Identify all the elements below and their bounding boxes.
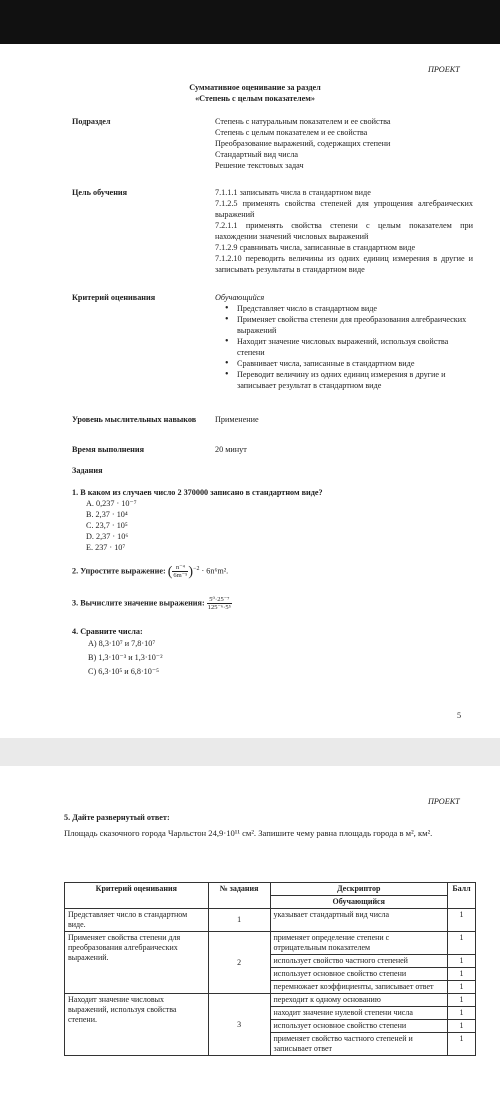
score-cell: 1 bbox=[447, 994, 475, 1007]
tasks-heading: Задания bbox=[72, 466, 103, 475]
goal-item: 7.1.2.9 сравнивать числа, записанные в стандартном виде bbox=[215, 243, 416, 252]
score-cell: 1 bbox=[447, 981, 475, 994]
question-1-options bbox=[72, 498, 472, 553]
subheader-student: Обучающийся bbox=[270, 896, 447, 909]
fraction-numerator: 5⁰·25⁻⁷ bbox=[207, 596, 232, 604]
question-3-text: 3. Вычислите значение выражения: bbox=[72, 598, 205, 608]
descriptor-cell: использует основное свойство степени bbox=[270, 1020, 447, 1033]
goal-list bbox=[215, 187, 473, 275]
page-gap bbox=[0, 738, 500, 766]
subsection-list bbox=[215, 116, 475, 171]
document-page-2 bbox=[0, 766, 500, 1111]
subsection-item: Преобразование выражений, содержащих степени bbox=[215, 139, 391, 148]
option-e: E. 237 · 10⁷ bbox=[86, 543, 126, 552]
fraction-denominator: 6m⁻⁵ bbox=[173, 572, 188, 580]
criteria-label: Критерий оценивания bbox=[72, 293, 156, 302]
question-1-text: 1. В каком из случаев число 2 370000 записано в стандартном виде? bbox=[72, 488, 323, 497]
score-cell: 1 bbox=[447, 1007, 475, 1020]
question-4-text: 4. Сравните числа: bbox=[72, 627, 143, 636]
page-title bbox=[140, 82, 370, 104]
option-c: C. 23,7 · 10⁵ bbox=[86, 521, 128, 530]
descriptor-cell: переходит к одному основанию bbox=[270, 994, 447, 1007]
title-line-1: Суммативное оценивание за раздел bbox=[189, 83, 321, 92]
project-label: ПРОЕКТ bbox=[428, 65, 460, 74]
criteria-item: • Применяет свойства степени для преобразования алгебраических выражений bbox=[229, 314, 473, 336]
time-label: Время выполнения bbox=[72, 445, 145, 454]
score-cell: 1 bbox=[447, 909, 475, 932]
option-b: B) 1,3·10⁻³ и 1,3·10⁻² bbox=[88, 653, 163, 662]
task-cell: 3 bbox=[208, 994, 270, 1056]
table-row bbox=[65, 994, 476, 1007]
question-2-fraction bbox=[172, 564, 188, 579]
goal-item: 7.1.1.1 записывать числа в стандартном виде bbox=[215, 188, 371, 197]
question-2-text: 2. Упростите выражение: bbox=[72, 566, 166, 576]
table-header-row bbox=[65, 883, 476, 896]
header-score: Балл bbox=[447, 883, 475, 909]
option-d: D. 2,37 · 10⁶ bbox=[86, 532, 129, 541]
title-line-2: «Степень с целым показателем» bbox=[195, 94, 315, 103]
question-4 bbox=[72, 626, 472, 679]
header-descriptor: Дескриптор bbox=[270, 883, 447, 896]
header-task: № задания bbox=[208, 883, 270, 909]
descriptor-cell: применяет определение степени с отрицательным показателем bbox=[270, 932, 447, 955]
criteria-item: • Переводит величину из одних единиц измерения в другие и записывает результат в стандартном виде bbox=[229, 369, 473, 391]
document-page-1 bbox=[0, 44, 500, 738]
descriptor-cell: находит значение нулевой степени числа bbox=[270, 1007, 447, 1020]
question-2-exponent: −2 bbox=[193, 566, 200, 572]
descriptor-cell: перемножает коэффициенты, записывает ответ bbox=[270, 981, 447, 994]
question-4-options bbox=[72, 637, 472, 679]
assessment-table bbox=[64, 882, 476, 1056]
descriptor-cell: указывает стандартный вид числа bbox=[270, 909, 447, 932]
top-bar bbox=[0, 0, 500, 44]
task-cell: 2 bbox=[208, 932, 270, 994]
fraction-denominator: 125⁻⁶·5⁵ bbox=[207, 604, 231, 611]
subsection-item: Степень с целым показателем и ее свойства bbox=[215, 128, 368, 137]
subsection-item: Степень с натуральным показателем и ее свойства bbox=[215, 117, 391, 126]
criteria-item: • Представляет число в стандартном виде bbox=[229, 303, 473, 314]
subsection-label: Подраздел bbox=[72, 117, 111, 126]
descriptor-cell: использует свойство частного степеней bbox=[270, 955, 447, 968]
question-5-heading: 5. Дайте развернутый ответ: bbox=[64, 813, 170, 822]
goal-item: 7.2.1.1 применять свойства степени с целым показателем при нахождении значений числовых выражений bbox=[215, 221, 473, 241]
question-2-suffix: · 6n⁶m². bbox=[201, 566, 229, 576]
descriptor-cell: использует основное свойство степени bbox=[270, 968, 447, 981]
question-3-fraction bbox=[207, 596, 232, 611]
goal-label: Цель обучения bbox=[72, 188, 128, 197]
subsection-item: Стандартный вид числа bbox=[215, 150, 299, 159]
question-3 bbox=[72, 596, 472, 611]
option-c: C) 6,3·10⁵ и 6,8·10⁻⁵ bbox=[88, 667, 160, 676]
criterion-cell: Находит значение числовых выражений, используя свойства степени. bbox=[65, 994, 209, 1056]
option-b: B. 2,37 · 10⁴ bbox=[86, 510, 128, 519]
score-cell: 1 bbox=[447, 1020, 475, 1033]
project-label: ПРОЕКТ bbox=[428, 797, 460, 806]
criterion-cell: Представляет число в стандартном виде. bbox=[65, 909, 209, 932]
criteria-intro: Обучающийся bbox=[215, 293, 265, 302]
thinking-label: Уровень мыслительных навыков bbox=[72, 415, 197, 424]
subsection-item: Решение текстовых задач bbox=[215, 161, 304, 170]
table-row bbox=[65, 932, 476, 955]
criterion-cell: Применяет свойства степени для преобразования алгебраических выражений. bbox=[65, 932, 209, 994]
goal-item: 7.1.2.10 переводить величины из одних единиц измерения в другие и записывать результаты в стандартном виде bbox=[215, 254, 473, 274]
option-a: A. 0,237 · 10⁻⁷ bbox=[86, 499, 137, 508]
time-value: 20 минут bbox=[215, 445, 247, 454]
question-5-text: Площадь сказочного города Чарльстон 24,9·10¹¹ см². Запишите чему равна площадь города в м², км². bbox=[64, 828, 433, 838]
table-row bbox=[65, 909, 476, 932]
descriptor-cell: применяет свойство частного степеней и записывает ответ bbox=[270, 1033, 447, 1056]
score-cell: 1 bbox=[447, 955, 475, 968]
page-number: 5 bbox=[457, 711, 462, 720]
option-a: A) 8,3·10⁷ и 7,8·10⁷ bbox=[88, 639, 156, 648]
score-cell: 1 bbox=[447, 932, 475, 955]
criteria-item: • Сравнивает числа, записанные в стандартном виде bbox=[229, 358, 473, 369]
question-2: 2. Упростите выражение: ( $\frac{\text{n⁻⁴}}{\text{6m⁻⁵}}$ )$^{-2}$ · 6n⁶m². bbox=[72, 564, 229, 580]
criteria-block bbox=[215, 292, 473, 391]
goal-item: 7.1.2.5 применять свойства степеней для упрощения алгебраических выражений bbox=[215, 199, 473, 219]
thinking-value: Применение bbox=[215, 415, 259, 424]
criteria-item: • Находит значение числовых выражений, используя свойства степени bbox=[229, 336, 473, 358]
criteria-list bbox=[215, 303, 473, 391]
score-cell: 1 bbox=[447, 968, 475, 981]
task-cell: 1 bbox=[208, 909, 270, 932]
question-1 bbox=[72, 487, 472, 553]
header-criterion: Критерий оценивания bbox=[65, 883, 209, 909]
score-cell: 1 bbox=[447, 1033, 475, 1056]
fraction-numerator: n⁻⁴ bbox=[172, 564, 188, 572]
